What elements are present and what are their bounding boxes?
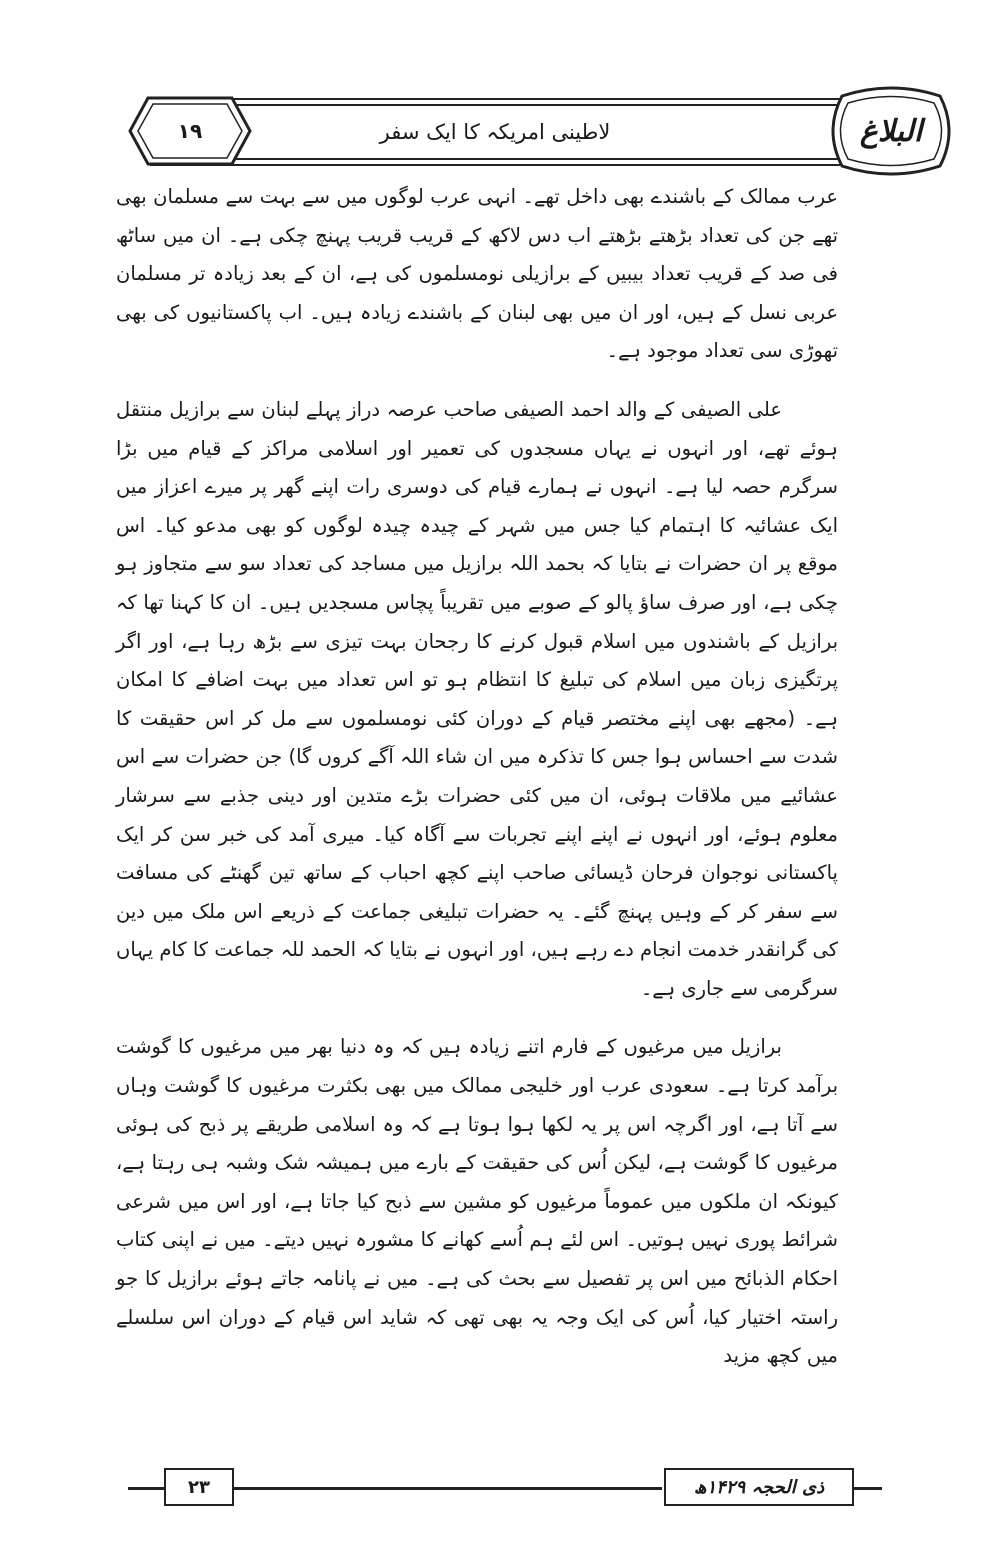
article-body [116,178,838,1376]
footer-rule-middle [232,1487,662,1490]
header-page-number: ۱۹ [177,119,203,143]
article-title: لاطینی امریکہ کا ایک سفر [379,120,611,144]
magazine-logo [822,86,960,176]
paragraph-2: علی الصیفی کے والد احمد الصیفی صاحب عرصہ دراز پہلے لبنان سے برازیل منتقل ہوئے تھے، اور انہوں نے یہاں مسجدوں کی تعمیر اور اسلامی مراکز کے قیام میں بڑا سرگرم حصہ لیا ہے۔ انہوں نے ہمارے قیام کی دوسری رات اپنے گھر پر میرے اعزاز میں ایک عشائیہ کا اہتمام کیا جس میں شہر کے چیدہ چیدہ لوگوں کو بھی مدعو کیا۔ اس موقع پر ان حضرات نے بتایا کہ بحمد اللہ برازیل میں مساجد کی تعداد سو سے متجاوز ہو چکی ہے، اور صرف ساؤ پالو کے صوبے میں تقریباً پچاس مسجدیں ہیں۔ ان کا کہنا تھا کہ برازیل کے باشندوں میں اسلام قبول کرنے کا رجحان بہت تیزی سے بڑھ رہا ہے، اور اگر پرتگیزی زبان میں اسلام کی تبلیغ کا انتظام ہو تو اس تعداد میں بہت اضافے کا امکان ہے۔ (مجھے بھی اپنے مختصر قیام کے دوران کئی نومسلموں سے مل کر اس حقیقت کا شدت سے احساس ہوا جس کا تذکرہ میں ان شاء اللہ آگے کروں گا) جن حضرات سے اس عشائیے میں ملاقات ہوئی، ان میں کئی حضرات بڑے متدین اور دینی جذبے سے سرشار معلوم ہوئے، اور انہوں نے اپنے اپنے تجربات سے آگاہ کیا۔ میری آمد کی خبر سن کر ایک پاکستانی نوجوان فرحان ڈیسائی صاحب اپنے کچھ احباب کے ساتھ تین گھنٹے کی مسافت سے سفر کر کے وہیں پہنچ گئے۔ یہ حضرات تبلیغی جماعت کے ذریعے اس ملک میں دین کی گرانقدر خدمت انجام دے رہے ہیں، اور انہوں نے بتایا کہ الحمد للہ جماعت کا کام یہاں سرگرمی سے جاری ہے۔ [116,397,838,1000]
footer-rule-left [128,1487,166,1490]
paragraph-3: برازیل میں مرغیوں کے فارم اتنے زیادہ ہیں کہ وہ دنیا بھر میں مرغیوں کا گوشت برآمد کرتا ہے۔ سعودی عرب اور خلیجی ممالک میں بھی بکثرت مرغیوں کا گوشت وہاں سے آتا ہے، اور اگرچہ اس پر یہ لکھا ہوا ہوتا ہے کہ وہ اسلامی طریقے پر ذبح کی ہوئی مرغیوں کا گوشت ہے، لیکن اُس کی حقیقت کے بارے میں ہمیشہ شک وشبہ ہی رہتا ہے، کیونکہ ان ملکوں میں عموماً مرغیوں کو مشین سے ذبح کیا جاتا ہے، اور اس میں شرعی شرائط پوری نہیں ہوتیں۔ اس لئے ہم اُسے کھانے کا مشورہ نہیں دیتے۔ میں نے اپنی کتاب احکام الذبائح میں اس پر تفصیل سے بحث کی ہے۔ میں نے پانامہ جاتے ہوئے برازیل کا جو راستہ اختیار کیا، اُس کی ایک وجہ یہ بھی تھی کہ شاید اس قیام کے دوران اس سلسلے میں کچھ مزید [116,1035,838,1368]
footer-rule-right [852,1487,882,1490]
paragraph-1: عرب ممالک کے باشندے بھی داخل تھے۔ انہی عرب لوگوں میں سے بہت سے مسلمان بھی تھے جن کی تعداد بڑھتے بڑھتے اب دس لاکھ کے قریب قریب پہنچ چکی ہے۔ ان میں ساٹھ فی صد کے قریب تعداد بیبیں کے برازیلی نومسلموں کی ہے، ان کے بعد زیادہ تر مسلمان عربی نسل کے ہیں، اور ان میں بھی لبنان کے باشندے زیادہ ہیں۔ اب پاکستانیوں کی بھی تھوڑی سی تعداد موجود ہے۔ [116,185,838,363]
footer-page-number: ۲۳ [164,1468,234,1506]
footer-issue-date: ذی الحجہ ۱۴۲۹ھ [664,1468,854,1506]
logo-text: البلاغ [859,113,923,149]
